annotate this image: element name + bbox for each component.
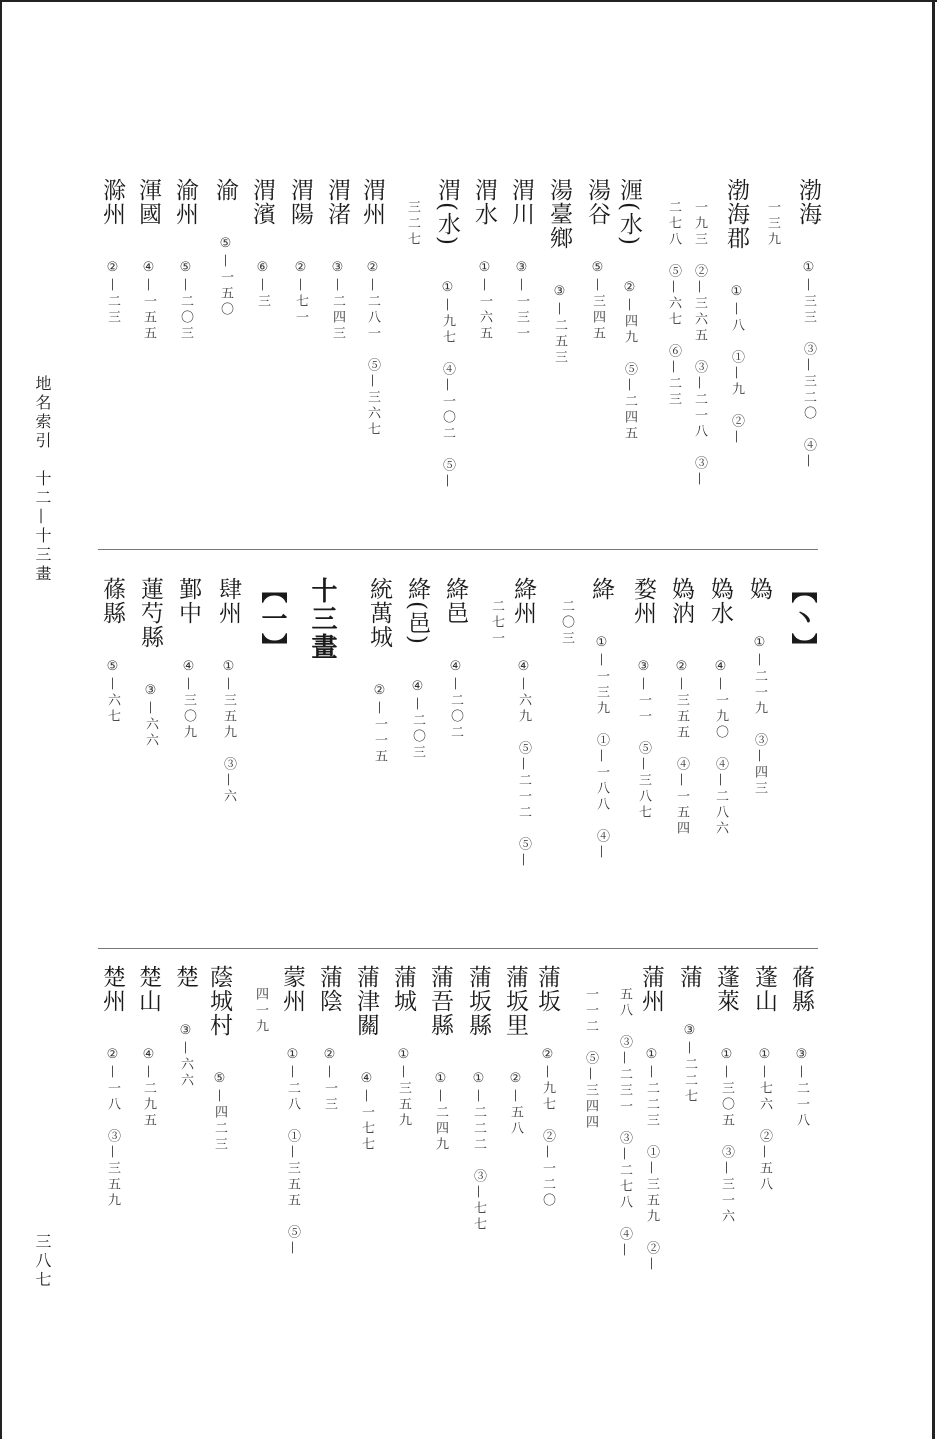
index-entry — [677, 965, 700, 1105]
page-refs: ①—三五九 — [396, 1047, 411, 1129]
page-refs: ④—三〇九 — [181, 659, 196, 741]
index-entry — [176, 577, 199, 741]
page-refs: ⑤—四二三 — [212, 1071, 227, 1153]
index-entry — [589, 577, 612, 861]
page-refs: ⑤—六七 — [105, 659, 120, 725]
entry-continuation — [616, 987, 632, 1259]
entry-continuation — [558, 599, 574, 647]
page-refs: ②—一八 ③—三五九 — [105, 1047, 120, 1209]
page-refs: ⑤—三四五 — [590, 260, 605, 342]
page-refs: ①—三三 ③—三二〇 ④— — [801, 260, 816, 470]
page-refs: ①—三〇五 ③—三一六 — [719, 1047, 734, 1225]
index-entry — [325, 178, 348, 342]
place-name: 楚山 — [135, 965, 161, 1013]
page-refs: ④—一九〇 ④—二八六 — [713, 659, 728, 837]
index-entry — [443, 577, 466, 741]
index-entry — [207, 965, 230, 1153]
page-refs: ①—二二二 ③—七七 — [471, 1071, 486, 1233]
place-name: 楚 — [172, 965, 198, 989]
index-entry — [503, 965, 526, 1137]
page-refs: ①—一六五 — [477, 260, 492, 342]
page-refs: ②—三五五 ④—一五四 — [674, 659, 689, 837]
place-name: 渭州 — [359, 178, 385, 226]
index-entry — [288, 178, 311, 326]
index-entry — [789, 965, 812, 1129]
page-border-left — [0, 0, 2, 1439]
place-name: 渭濱 — [249, 178, 275, 226]
index-entry — [585, 178, 608, 342]
page-border-right — [932, 0, 935, 1439]
page-refs: ③—一三一 — [514, 260, 529, 342]
place-name: 渝州 — [172, 178, 198, 226]
place-name: 湹(水) — [616, 178, 642, 246]
place-name: 蓬萊 — [713, 965, 739, 1013]
index-entry — [714, 965, 737, 1225]
place-name: 蓮芍縣 — [137, 577, 163, 649]
place-name: 絳 — [588, 577, 614, 601]
place-name: 蔭城村 — [206, 965, 232, 1037]
index-entry — [250, 178, 273, 310]
index-entry — [317, 965, 340, 1113]
place-name: 蒲坂縣 — [465, 965, 491, 1037]
page-refs: ②—七一 — [293, 260, 308, 326]
place-name: 渭水 — [471, 178, 497, 226]
page-refs: ④—一七七 — [359, 1071, 374, 1153]
section-divider-2 — [98, 948, 818, 949]
index-entry — [724, 178, 747, 446]
index-entry — [631, 577, 654, 821]
place-name: 渭渚 — [324, 178, 350, 226]
place-name: 媯水 — [707, 577, 733, 625]
index-entry — [280, 965, 303, 1257]
place-name: 媯汭 — [668, 577, 694, 625]
page-refs: ③—二一八 — [794, 1047, 809, 1129]
place-name: 蒙州 — [279, 965, 305, 1013]
entry-continuation — [582, 987, 598, 1131]
page-refs: ②—四九 ⑤—二四五 — [622, 279, 637, 442]
place-name: 蓨縣 — [788, 965, 814, 1013]
place-name: 蒲 — [676, 965, 702, 989]
place-name: 湯臺鄉 — [546, 178, 572, 250]
place-name: 渝 — [212, 178, 238, 202]
place-name: 滁州 — [99, 178, 125, 226]
index-entry — [354, 965, 377, 1153]
place-name: 蒲陰 — [316, 965, 342, 1013]
page-border-top — [0, 0, 937, 2]
place-name: 媯 — [746, 577, 772, 601]
place-name: 蓬山 — [751, 965, 777, 1013]
page-refs: 一九三 ②—三六五 ③—二一八 ③— — [692, 200, 707, 488]
page-refs: ①—二四九 — [433, 1071, 448, 1153]
index-entry — [100, 178, 123, 326]
index-entry — [617, 178, 640, 442]
entry-continuation — [404, 200, 420, 248]
page-refs: ⑥—三 — [255, 260, 270, 310]
page-refs: ①—九七 ④—一〇二 ⑤— — [440, 279, 455, 490]
page-refs: ④—二〇二 — [448, 659, 463, 741]
page-refs: 一一二 ⑤—三四四 — [583, 987, 598, 1131]
entry-continuation — [252, 987, 268, 1035]
place-name: 肆州 — [215, 577, 241, 625]
page-refs: ④—二九五 — [141, 1047, 156, 1129]
index-entry — [391, 965, 414, 1129]
index-entry — [216, 577, 239, 805]
section-heading — [789, 577, 815, 661]
entry-continuation — [691, 200, 707, 488]
entry-continuation — [764, 200, 780, 248]
entry-continuation — [665, 200, 681, 408]
place-name: 渾國 — [135, 178, 161, 226]
place-name: 蒲州 — [638, 965, 664, 1013]
place-name: 絳邑 — [442, 577, 468, 625]
section-heading — [259, 577, 285, 661]
page-number: 三八七 — [33, 1233, 52, 1290]
page-refs: 三二七 — [405, 200, 420, 248]
page-refs: 二七八 ⑤—六七 ⑥—二三 — [666, 200, 681, 408]
page-refs: ①—一三九 ①—一八八 ④— — [594, 635, 609, 861]
page-refs: ③—一一 ⑤—三八七 — [636, 659, 651, 821]
page-refs: ①—二八 ①—三五五 ⑤— — [285, 1047, 300, 1257]
place-name: 蒲吾縣 — [427, 965, 453, 1037]
section-heading — [309, 577, 335, 661]
place-name: 蒲津關 — [353, 965, 379, 1037]
page-refs: ③—二二七 — [682, 1023, 697, 1105]
index-entry — [796, 178, 819, 470]
place-name: 渤海 — [795, 178, 821, 226]
heading-text: 【丶】 — [787, 577, 817, 661]
page-refs: ③—二四三 — [330, 260, 345, 342]
place-name: 鄞中 — [175, 577, 201, 625]
index-entry — [747, 577, 770, 797]
page-refs: ①—七六 ②—五八 — [757, 1047, 772, 1193]
page-refs: 五八 ③—二三一 ③—二七八 ④— — [617, 987, 632, 1259]
heading-text: 【一】 — [257, 577, 287, 661]
page-refs: 四一九 — [253, 987, 268, 1035]
page-refs: ②—一三 — [322, 1047, 337, 1113]
index-entry — [100, 577, 123, 725]
place-name: 渤海郡 — [723, 178, 749, 250]
page-refs: 二〇三 — [559, 599, 574, 647]
page-refs: ②—五八 — [508, 1071, 523, 1137]
index-entry — [639, 965, 662, 1273]
page-refs: ④—六九 ⑤—二一二 ⑤— — [516, 659, 531, 869]
index-entry — [136, 178, 159, 342]
page-refs: 二七一 — [489, 599, 504, 647]
page-refs: ①—二二三 ①—三五九 ②— — [644, 1047, 659, 1273]
index-entry — [669, 577, 692, 837]
heading-text: 十三畫 — [307, 577, 337, 661]
index-entry — [466, 965, 489, 1233]
running-header: 地名索引 十二—十三畫 — [33, 375, 52, 584]
page-refs: ②—二三 — [105, 260, 120, 326]
index-entry — [509, 178, 532, 342]
page-refs: ②—二八一 ⑤—三六七 — [365, 260, 380, 438]
page-refs: ②—九七 ②—一二〇 — [540, 1047, 555, 1209]
index-entry — [752, 965, 775, 1193]
place-name: 渭川 — [508, 178, 534, 226]
place-name: 蓧縣 — [99, 577, 125, 625]
entry-continuation — [488, 599, 504, 647]
page-refs: ①—三五九 ③—六 — [221, 659, 236, 805]
place-name: 楚州 — [99, 965, 125, 1013]
index-entry — [138, 577, 161, 749]
index-entry — [405, 577, 428, 761]
index-entry — [547, 178, 570, 366]
page-refs: ⑤—二〇三 — [178, 260, 193, 342]
place-name: 絳(邑) — [404, 577, 430, 645]
index-entry — [136, 965, 159, 1129]
index-entry — [535, 965, 558, 1209]
page-refs: ②—一一五 — [372, 683, 387, 765]
page-refs: ①—二一九 ③—四三 — [752, 635, 767, 797]
place-name: 蒲坂里 — [502, 965, 528, 1037]
page-refs: ①—八 ①—九 ②— — [729, 284, 744, 446]
index-entry — [511, 577, 534, 869]
index-entry — [213, 178, 236, 318]
place-name: 蒲坂 — [534, 965, 560, 1013]
place-name: 婺州 — [630, 577, 656, 625]
place-name: 統萬城 — [366, 577, 392, 649]
place-name: 渭(水) — [434, 178, 460, 246]
page-refs: ③—二五三 — [552, 284, 567, 366]
index-entry — [472, 178, 495, 342]
page-refs: ④—一五五 — [141, 260, 156, 342]
index-entry — [367, 577, 390, 765]
index-entry — [173, 178, 196, 342]
page-refs: ④—二〇三 — [410, 678, 425, 761]
index-entry — [360, 178, 383, 438]
page-refs: ⑤—一五〇 — [218, 236, 233, 318]
index-entry — [708, 577, 731, 837]
place-name: 湯谷 — [584, 178, 610, 226]
page-refs: ③—六六 — [178, 1023, 193, 1089]
index-entry — [173, 965, 196, 1089]
index-entry — [428, 965, 451, 1153]
place-name: 渭陽 — [287, 178, 313, 226]
place-name: 蒲城 — [390, 965, 416, 1013]
place-name: 絳州 — [510, 577, 536, 625]
index-entry — [435, 178, 458, 490]
section-divider-1 — [98, 549, 818, 550]
index-entry — [100, 965, 123, 1209]
page-refs: 一三九 — [765, 200, 780, 248]
page-refs: ③—六六 — [143, 683, 158, 749]
